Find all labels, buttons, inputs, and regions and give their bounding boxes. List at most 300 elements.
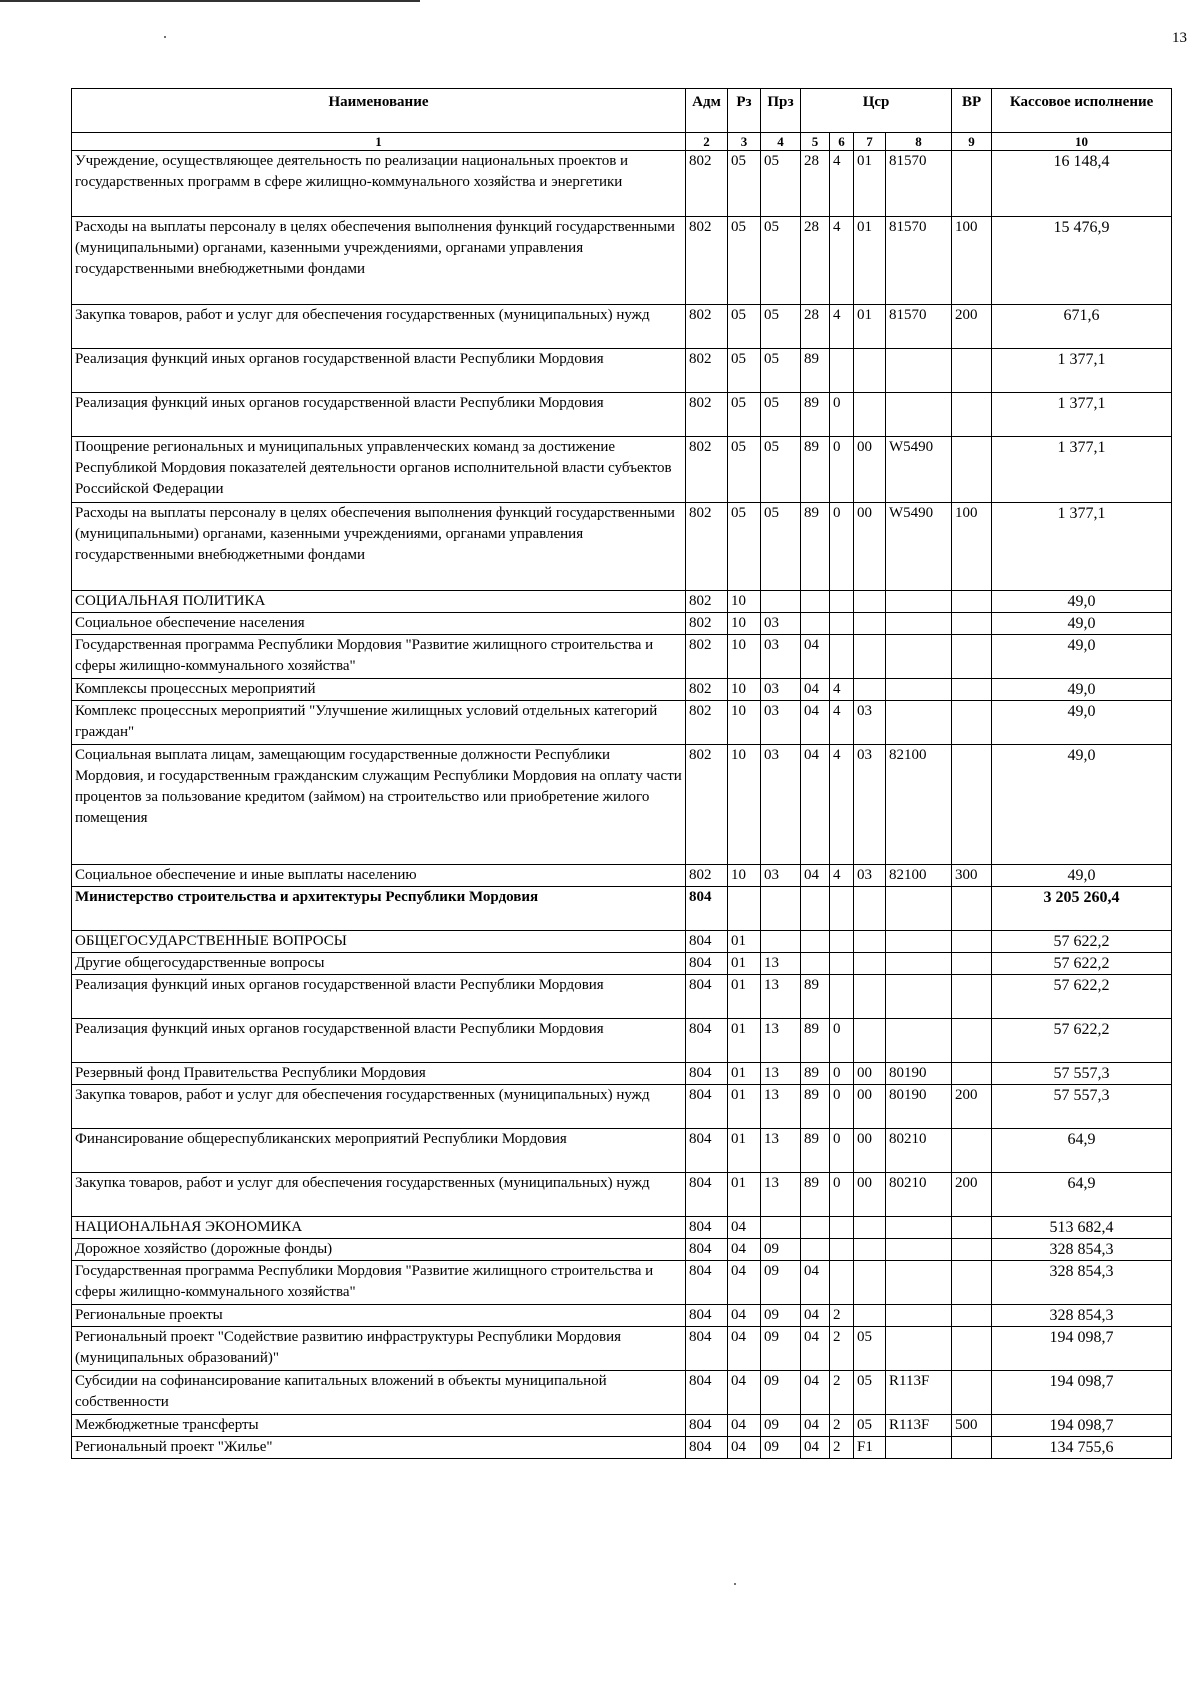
rz-cell: 10 bbox=[728, 679, 761, 701]
adm-cell: 802 bbox=[686, 305, 728, 349]
csr-code-cell bbox=[886, 1437, 952, 1459]
table-row bbox=[72, 1371, 1172, 1415]
row-name-cell: Региональные проекты bbox=[72, 1305, 686, 1327]
rz-cell: 01 bbox=[728, 1019, 761, 1063]
amount-cell: 57 557,3 bbox=[992, 1063, 1172, 1085]
csr-direction-cell bbox=[854, 1217, 886, 1239]
csr-program-cell bbox=[801, 613, 830, 635]
row-name-cell: Социальная выплата лицам, замещающим государственные должности Республики Мордовия, и государственным гражданским служащим Республики Мордовия на оплату части процентов за пользование кредитом (займом) на строительство или приобретение жилого помещения bbox=[72, 745, 686, 865]
csr-program-cell bbox=[801, 1239, 830, 1261]
table-row bbox=[72, 1085, 1172, 1129]
vr-cell bbox=[952, 887, 992, 931]
column-number: 5 bbox=[801, 133, 830, 151]
table-row bbox=[72, 1239, 1172, 1261]
adm-cell: 802 bbox=[686, 701, 728, 745]
csr-program-cell: 89 bbox=[801, 503, 830, 591]
vr-cell bbox=[952, 1371, 992, 1415]
csr-type-cell bbox=[830, 975, 854, 1019]
rz-cell: 05 bbox=[728, 393, 761, 437]
csr-program-cell: 04 bbox=[801, 745, 830, 865]
amount-cell: 49,0 bbox=[992, 679, 1172, 701]
csr-direction-cell bbox=[854, 1305, 886, 1327]
column-number: 6 bbox=[830, 133, 854, 151]
rz-cell: 10 bbox=[728, 745, 761, 865]
adm-cell: 804 bbox=[686, 1085, 728, 1129]
csr-program-cell bbox=[801, 1217, 830, 1239]
csr-code-cell bbox=[886, 613, 952, 635]
rz-cell: 10 bbox=[728, 613, 761, 635]
amount-cell: 1 377,1 bbox=[992, 393, 1172, 437]
csr-code-cell: R113F bbox=[886, 1371, 952, 1415]
header-vr: ВР bbox=[952, 89, 992, 133]
prz-cell: 03 bbox=[761, 745, 801, 865]
prz-cell: 03 bbox=[761, 635, 801, 679]
csr-direction-cell bbox=[854, 349, 886, 393]
row-name-cell: Другие общегосударственные вопросы bbox=[72, 953, 686, 975]
csr-code-cell bbox=[886, 1217, 952, 1239]
amount-cell: 671,6 bbox=[992, 305, 1172, 349]
prz-cell: 09 bbox=[761, 1415, 801, 1437]
row-name-cell: Финансирование общереспубликанских мероприятий Республики Мордовия bbox=[72, 1129, 686, 1173]
table-row bbox=[72, 635, 1172, 679]
prz-cell: 09 bbox=[761, 1305, 801, 1327]
rz-cell: 10 bbox=[728, 701, 761, 745]
row-name-cell: Государственная программа Республики Мордовия "Развитие жилищного строительства и сферы жилищно-коммунального хозяйства" bbox=[72, 635, 686, 679]
row-name-cell: Закупка товаров, работ и услуг для обеспечения государственных (муниципальных) нужд bbox=[72, 1085, 686, 1129]
page-number: 13 bbox=[1172, 30, 1187, 46]
prz-cell: 13 bbox=[761, 953, 801, 975]
csr-code-cell bbox=[886, 393, 952, 437]
csr-type-cell: 0 bbox=[830, 1173, 854, 1217]
column-number: 8 bbox=[886, 133, 952, 151]
prz-cell: 13 bbox=[761, 1173, 801, 1217]
prz-cell bbox=[761, 887, 801, 931]
rz-cell: 01 bbox=[728, 1063, 761, 1085]
scan-speck bbox=[164, 36, 166, 38]
amount-cell: 49,0 bbox=[992, 865, 1172, 887]
row-name-cell: Дорожное хозяйство (дорожные фонды) bbox=[72, 1239, 686, 1261]
table-row bbox=[72, 1327, 1172, 1371]
amount-cell: 49,0 bbox=[992, 745, 1172, 865]
csr-code-cell: W5490 bbox=[886, 437, 952, 503]
prz-cell: 09 bbox=[761, 1239, 801, 1261]
vr-cell: 100 bbox=[952, 503, 992, 591]
csr-program-cell bbox=[801, 591, 830, 613]
amount-cell: 328 854,3 bbox=[992, 1305, 1172, 1327]
csr-type-cell bbox=[830, 887, 854, 931]
table-row bbox=[72, 953, 1172, 975]
table-row bbox=[72, 217, 1172, 305]
csr-type-cell: 4 bbox=[830, 701, 854, 745]
vr-cell: 500 bbox=[952, 1415, 992, 1437]
csr-direction-cell: 05 bbox=[854, 1327, 886, 1371]
header-prz: Прз bbox=[761, 89, 801, 133]
vr-cell bbox=[952, 1437, 992, 1459]
csr-type-cell: 0 bbox=[830, 1019, 854, 1063]
table-row bbox=[72, 1063, 1172, 1085]
adm-cell: 804 bbox=[686, 1327, 728, 1371]
adm-cell: 804 bbox=[686, 1217, 728, 1239]
csr-code-cell: 81570 bbox=[886, 217, 952, 305]
prz-cell: 13 bbox=[761, 1129, 801, 1173]
scan-edge-mark bbox=[0, 0, 420, 2]
csr-type-cell: 0 bbox=[830, 437, 854, 503]
vr-cell bbox=[952, 1305, 992, 1327]
table-row bbox=[72, 1415, 1172, 1437]
csr-type-cell: 0 bbox=[830, 503, 854, 591]
rz-cell: 04 bbox=[728, 1261, 761, 1305]
amount-cell: 3 205 260,4 bbox=[992, 887, 1172, 931]
table-row bbox=[72, 151, 1172, 217]
rz-cell: 04 bbox=[728, 1239, 761, 1261]
row-name-cell: Расходы на выплаты персоналу в целях обеспечения выполнения функций государственными (муниципальными) органами, казенными учреждениями, органами управления государственными внебюджетными фондами bbox=[72, 217, 686, 305]
table-row bbox=[72, 1129, 1172, 1173]
adm-cell: 804 bbox=[686, 1239, 728, 1261]
amount-cell: 57 622,2 bbox=[992, 1019, 1172, 1063]
vr-cell bbox=[952, 1129, 992, 1173]
row-name-cell: Реализация функций иных органов государственной власти Республики Мордовия bbox=[72, 349, 686, 393]
rz-cell: 01 bbox=[728, 953, 761, 975]
prz-cell: 13 bbox=[761, 1085, 801, 1129]
adm-cell: 802 bbox=[686, 437, 728, 503]
csr-direction-cell bbox=[854, 613, 886, 635]
prz-cell: 03 bbox=[761, 679, 801, 701]
csr-program-cell: 89 bbox=[801, 349, 830, 393]
csr-code-cell: 80210 bbox=[886, 1129, 952, 1173]
csr-program-cell: 89 bbox=[801, 393, 830, 437]
vr-cell: 200 bbox=[952, 1085, 992, 1129]
rz-cell: 05 bbox=[728, 349, 761, 393]
prz-cell: 09 bbox=[761, 1371, 801, 1415]
row-name-cell: Министерство строительства и архитектуры Республики Мордовия bbox=[72, 887, 686, 931]
rz-cell: 01 bbox=[728, 1173, 761, 1217]
csr-code-cell bbox=[886, 701, 952, 745]
csr-program-cell: 04 bbox=[801, 679, 830, 701]
row-name-cell: Комплекс процессных мероприятий "Улучшение жилищных условий отдельных категорий граждан" bbox=[72, 701, 686, 745]
csr-program-cell: 89 bbox=[801, 1085, 830, 1129]
csr-direction-cell: 03 bbox=[854, 865, 886, 887]
prz-cell: 05 bbox=[761, 217, 801, 305]
prz-cell: 09 bbox=[761, 1261, 801, 1305]
csr-code-cell: 82100 bbox=[886, 745, 952, 865]
adm-cell: 804 bbox=[686, 1063, 728, 1085]
csr-type-cell: 0 bbox=[830, 1063, 854, 1085]
amount-cell: 49,0 bbox=[992, 591, 1172, 613]
csr-code-cell: 80210 bbox=[886, 1173, 952, 1217]
csr-program-cell: 89 bbox=[801, 975, 830, 1019]
csr-program-cell: 04 bbox=[801, 1415, 830, 1437]
adm-cell: 802 bbox=[686, 217, 728, 305]
prz-cell: 13 bbox=[761, 975, 801, 1019]
adm-cell: 804 bbox=[686, 1371, 728, 1415]
adm-cell: 804 bbox=[686, 931, 728, 953]
column-number: 10 bbox=[992, 133, 1172, 151]
csr-program-cell: 89 bbox=[801, 437, 830, 503]
prz-cell: 09 bbox=[761, 1437, 801, 1459]
csr-type-cell bbox=[830, 1261, 854, 1305]
csr-type-cell: 2 bbox=[830, 1371, 854, 1415]
vr-cell: 300 bbox=[952, 865, 992, 887]
rz-cell: 04 bbox=[728, 1415, 761, 1437]
csr-program-cell: 28 bbox=[801, 151, 830, 217]
csr-direction-cell: 05 bbox=[854, 1415, 886, 1437]
prz-cell: 05 bbox=[761, 151, 801, 217]
column-number-row bbox=[72, 133, 1172, 151]
amount-cell: 1 377,1 bbox=[992, 503, 1172, 591]
prz-cell: 03 bbox=[761, 613, 801, 635]
row-name-cell: Реализация функций иных органов государственной власти Республики Мордовия bbox=[72, 975, 686, 1019]
prz-cell bbox=[761, 1217, 801, 1239]
adm-cell: 804 bbox=[686, 1173, 728, 1217]
csr-type-cell: 2 bbox=[830, 1437, 854, 1459]
table-row bbox=[72, 591, 1172, 613]
csr-code-cell bbox=[886, 1019, 952, 1063]
vr-cell bbox=[952, 1239, 992, 1261]
amount-cell: 134 755,6 bbox=[992, 1437, 1172, 1459]
csr-type-cell: 4 bbox=[830, 745, 854, 865]
prz-cell: 03 bbox=[761, 865, 801, 887]
adm-cell: 802 bbox=[686, 503, 728, 591]
adm-cell: 804 bbox=[686, 953, 728, 975]
csr-code-cell bbox=[886, 975, 952, 1019]
csr-direction-cell bbox=[854, 635, 886, 679]
csr-direction-cell bbox=[854, 931, 886, 953]
csr-code-cell: 81570 bbox=[886, 151, 952, 217]
row-name-cell: Закупка товаров, работ и услуг для обеспечения государственных (муниципальных) нужд bbox=[72, 1173, 686, 1217]
table-row bbox=[72, 745, 1172, 865]
column-number: 2 bbox=[686, 133, 728, 151]
csr-type-cell: 0 bbox=[830, 393, 854, 437]
csr-direction-cell bbox=[854, 953, 886, 975]
csr-type-cell: 2 bbox=[830, 1415, 854, 1437]
rz-cell: 10 bbox=[728, 591, 761, 613]
prz-cell: 05 bbox=[761, 349, 801, 393]
csr-program-cell: 89 bbox=[801, 1129, 830, 1173]
vr-cell bbox=[952, 437, 992, 503]
rz-cell: 04 bbox=[728, 1437, 761, 1459]
rz-cell: 05 bbox=[728, 151, 761, 217]
row-name-cell: Реализация функций иных органов государственной власти Республики Мордовия bbox=[72, 393, 686, 437]
csr-direction-cell bbox=[854, 887, 886, 931]
csr-code-cell bbox=[886, 953, 952, 975]
csr-code-cell bbox=[886, 1327, 952, 1371]
row-name-cell: Расходы на выплаты персоналу в целях обеспечения выполнения функций государственными (муниципальными) органами, казенными учреждениями, органами управления государственными внебюджетными фондами bbox=[72, 503, 686, 591]
amount-cell: 328 854,3 bbox=[992, 1261, 1172, 1305]
csr-program-cell: 04 bbox=[801, 1437, 830, 1459]
prz-cell bbox=[761, 591, 801, 613]
row-name-cell: НАЦИОНАЛЬНАЯ ЭКОНОМИКА bbox=[72, 1217, 686, 1239]
vr-cell bbox=[952, 745, 992, 865]
adm-cell: 804 bbox=[686, 1437, 728, 1459]
table-row bbox=[72, 393, 1172, 437]
csr-program-cell: 89 bbox=[801, 1063, 830, 1085]
vr-cell bbox=[952, 591, 992, 613]
csr-code-cell: 81570 bbox=[886, 305, 952, 349]
adm-cell: 802 bbox=[686, 349, 728, 393]
adm-cell: 804 bbox=[686, 1019, 728, 1063]
rz-cell: 04 bbox=[728, 1217, 761, 1239]
csr-program-cell: 28 bbox=[801, 217, 830, 305]
rz-cell bbox=[728, 887, 761, 931]
table-row bbox=[72, 1261, 1172, 1305]
csr-code-cell: 80190 bbox=[886, 1085, 952, 1129]
amount-cell: 57 622,2 bbox=[992, 953, 1172, 975]
row-name-cell: Государственная программа Республики Мордовия "Развитие жилищного строительства и сферы жилищно-коммунального хозяйства" bbox=[72, 1261, 686, 1305]
header-csr: Цср bbox=[801, 89, 952, 133]
rz-cell: 05 bbox=[728, 217, 761, 305]
vr-cell bbox=[952, 151, 992, 217]
row-name-cell: Учреждение, осуществляющее деятельность по реализации национальных проектов и государственных программ в сфере жилищно-коммунального хозяйства и энергетики bbox=[72, 151, 686, 217]
csr-code-cell bbox=[886, 1305, 952, 1327]
vr-cell bbox=[952, 679, 992, 701]
adm-cell: 804 bbox=[686, 975, 728, 1019]
csr-program-cell: 89 bbox=[801, 1019, 830, 1063]
amount-cell: 57 622,2 bbox=[992, 975, 1172, 1019]
csr-type-cell: 0 bbox=[830, 1085, 854, 1129]
vr-cell bbox=[952, 1063, 992, 1085]
adm-cell: 802 bbox=[686, 679, 728, 701]
vr-cell bbox=[952, 1327, 992, 1371]
csr-program-cell: 89 bbox=[801, 1173, 830, 1217]
vr-cell bbox=[952, 975, 992, 1019]
vr-cell bbox=[952, 701, 992, 745]
amount-cell: 194 098,7 bbox=[992, 1327, 1172, 1371]
vr-cell: 100 bbox=[952, 217, 992, 305]
row-name-cell: ОБЩЕГОСУДАРСТВЕННЫЕ ВОПРОСЫ bbox=[72, 931, 686, 953]
csr-direction-cell: F1 bbox=[854, 1437, 886, 1459]
table-row bbox=[72, 931, 1172, 953]
prz-cell: 05 bbox=[761, 503, 801, 591]
amount-cell: 57 557,3 bbox=[992, 1085, 1172, 1129]
csr-program-cell bbox=[801, 887, 830, 931]
prz-cell: 05 bbox=[761, 305, 801, 349]
table-row bbox=[72, 503, 1172, 591]
adm-cell: 802 bbox=[686, 613, 728, 635]
prz-cell: 09 bbox=[761, 1327, 801, 1371]
csr-program-cell: 04 bbox=[801, 701, 830, 745]
csr-code-cell: R113F bbox=[886, 1415, 952, 1437]
header-adm: Адм bbox=[686, 89, 728, 133]
csr-code-cell: W5490 bbox=[886, 503, 952, 591]
csr-direction-cell bbox=[854, 679, 886, 701]
csr-type-cell: 4 bbox=[830, 305, 854, 349]
csr-type-cell bbox=[830, 613, 854, 635]
vr-cell bbox=[952, 1261, 992, 1305]
table-body bbox=[72, 151, 1172, 1459]
csr-type-cell bbox=[830, 931, 854, 953]
table-row bbox=[72, 1173, 1172, 1217]
amount-cell: 1 377,1 bbox=[992, 349, 1172, 393]
prz-cell: 13 bbox=[761, 1019, 801, 1063]
csr-program-cell: 04 bbox=[801, 1261, 830, 1305]
adm-cell: 804 bbox=[686, 1261, 728, 1305]
csr-type-cell bbox=[830, 349, 854, 393]
csr-code-cell bbox=[886, 1239, 952, 1261]
rz-cell: 05 bbox=[728, 437, 761, 503]
csr-type-cell: 0 bbox=[830, 1129, 854, 1173]
csr-type-cell: 2 bbox=[830, 1327, 854, 1371]
table-row bbox=[72, 679, 1172, 701]
amount-cell: 15 476,9 bbox=[992, 217, 1172, 305]
table-row bbox=[72, 305, 1172, 349]
row-name-cell: Поощрение региональных и муниципальных управленческих команд за достижение Республикой Мордовия показателей деятельности органов исполнительной власти субъектов Российской Федерации bbox=[72, 437, 686, 503]
header-rz: Рз bbox=[728, 89, 761, 133]
rz-cell: 01 bbox=[728, 975, 761, 1019]
adm-cell: 804 bbox=[686, 887, 728, 931]
adm-cell: 804 bbox=[686, 1415, 728, 1437]
csr-type-cell: 4 bbox=[830, 217, 854, 305]
table-row bbox=[72, 701, 1172, 745]
csr-code-cell bbox=[886, 887, 952, 931]
amount-cell: 49,0 bbox=[992, 613, 1172, 635]
csr-direction-cell: 00 bbox=[854, 1085, 886, 1129]
vr-cell bbox=[952, 635, 992, 679]
csr-program-cell bbox=[801, 931, 830, 953]
column-number: 9 bbox=[952, 133, 992, 151]
rz-cell: 10 bbox=[728, 865, 761, 887]
prz-cell: 05 bbox=[761, 393, 801, 437]
amount-cell: 57 622,2 bbox=[992, 931, 1172, 953]
scan-speck bbox=[734, 1583, 736, 1585]
csr-program-cell: 04 bbox=[801, 1327, 830, 1371]
csr-direction-cell: 00 bbox=[854, 1173, 886, 1217]
csr-program-cell: 04 bbox=[801, 1371, 830, 1415]
csr-direction-cell: 00 bbox=[854, 437, 886, 503]
row-name-cell: Закупка товаров, работ и услуг для обеспечения государственных (муниципальных) нужд bbox=[72, 305, 686, 349]
csr-direction-cell: 00 bbox=[854, 503, 886, 591]
csr-type-cell bbox=[830, 1217, 854, 1239]
vr-cell bbox=[952, 931, 992, 953]
table-row bbox=[72, 975, 1172, 1019]
csr-code-cell bbox=[886, 679, 952, 701]
row-name-cell: Субсидии на софинансирование капитальных вложений в объекты муниципальной собственности bbox=[72, 1371, 686, 1415]
rz-cell: 10 bbox=[728, 635, 761, 679]
column-number: 3 bbox=[728, 133, 761, 151]
csr-type-cell: 4 bbox=[830, 679, 854, 701]
vr-cell: 200 bbox=[952, 1173, 992, 1217]
amount-cell: 328 854,3 bbox=[992, 1239, 1172, 1261]
prz-cell: 03 bbox=[761, 701, 801, 745]
csr-direction-cell: 00 bbox=[854, 1129, 886, 1173]
row-name-cell: Реализация функций иных органов государственной власти Республики Мордовия bbox=[72, 1019, 686, 1063]
csr-direction-cell: 05 bbox=[854, 1371, 886, 1415]
csr-direction-cell: 00 bbox=[854, 1063, 886, 1085]
vr-cell: 200 bbox=[952, 305, 992, 349]
table-row bbox=[72, 1437, 1172, 1459]
csr-type-cell bbox=[830, 953, 854, 975]
csr-direction-cell: 01 bbox=[854, 217, 886, 305]
adm-cell: 802 bbox=[686, 393, 728, 437]
csr-program-cell: 04 bbox=[801, 1305, 830, 1327]
column-number: 7 bbox=[854, 133, 886, 151]
amount-cell: 49,0 bbox=[992, 635, 1172, 679]
csr-code-cell bbox=[886, 931, 952, 953]
adm-cell: 802 bbox=[686, 745, 728, 865]
csr-program-cell: 04 bbox=[801, 865, 830, 887]
rz-cell: 04 bbox=[728, 1305, 761, 1327]
csr-direction-cell: 03 bbox=[854, 745, 886, 865]
adm-cell: 804 bbox=[686, 1129, 728, 1173]
csr-code-cell: 80190 bbox=[886, 1063, 952, 1085]
adm-cell: 802 bbox=[686, 865, 728, 887]
csr-direction-cell bbox=[854, 1239, 886, 1261]
row-name-cell: Резервный фонд Правительства Республики Мордовия bbox=[72, 1063, 686, 1085]
csr-type-cell bbox=[830, 591, 854, 613]
amount-cell: 64,9 bbox=[992, 1173, 1172, 1217]
csr-type-cell: 4 bbox=[830, 865, 854, 887]
vr-cell bbox=[952, 393, 992, 437]
table-row bbox=[72, 865, 1172, 887]
